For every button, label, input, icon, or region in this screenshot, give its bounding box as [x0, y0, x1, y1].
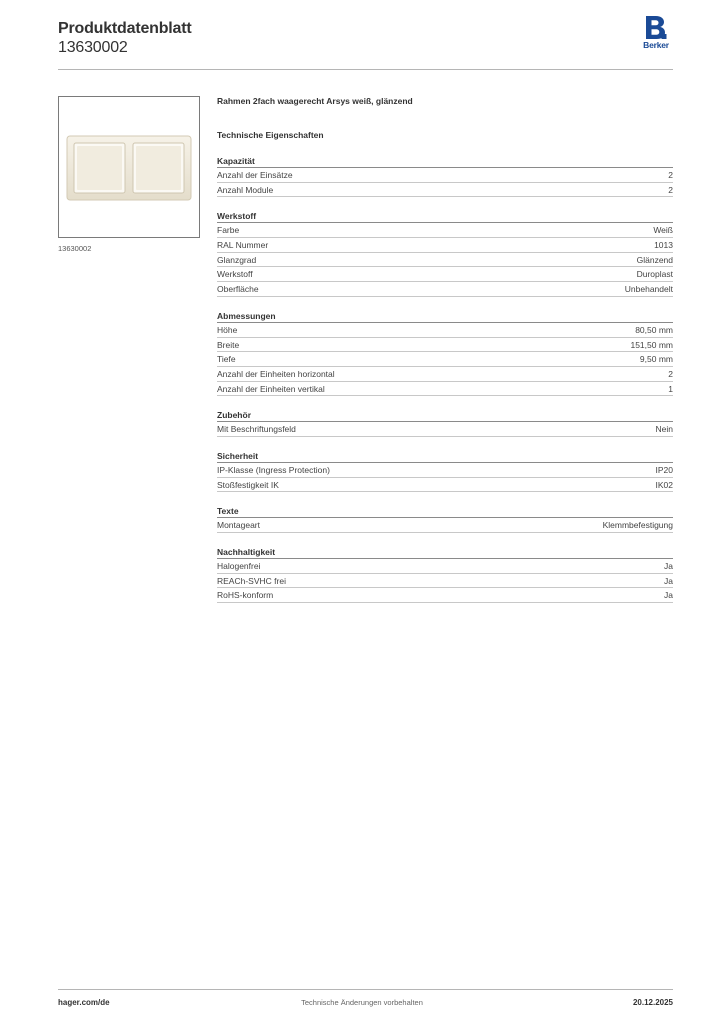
section-title: Werkstoff: [217, 210, 673, 223]
property-label: Tiefe: [217, 354, 236, 365]
property-row: [217, 518, 673, 533]
header-divider: [58, 69, 673, 70]
section-title: Texte: [217, 505, 673, 518]
property-row: [217, 574, 673, 589]
property-value: IK02: [655, 479, 673, 490]
document-title: Produktdatenblatt: [58, 20, 192, 37]
property-row: [217, 463, 673, 478]
section-dimensions: [217, 310, 673, 396]
berker-b-icon: [645, 16, 667, 40]
property-label: Farbe: [217, 225, 240, 236]
section-safety: [217, 450, 673, 492]
property-row: [217, 478, 673, 493]
property-row: [217, 422, 673, 437]
property-row: [217, 183, 673, 198]
property-row: [217, 559, 673, 574]
section-title: Abmessungen: [217, 310, 673, 323]
property-label: Höhe: [217, 324, 238, 335]
footer-notice: Technische Änderungen vorbehalten: [301, 998, 423, 1007]
property-label: Mit Beschriftungsfeld: [217, 424, 296, 435]
section-title: Kapazität: [217, 155, 673, 168]
section-material: [217, 210, 673, 296]
property-row: [217, 223, 673, 238]
property-value: 2: [668, 368, 673, 379]
property-value: 1013: [654, 240, 673, 251]
footer-divider: [58, 989, 673, 990]
property-label: IP-Klasse (Ingress Protection): [217, 464, 330, 475]
property-value: 2: [668, 170, 673, 180]
property-value: Ja: [664, 590, 673, 601]
property-row: [217, 338, 673, 353]
property-value: 1: [668, 383, 673, 394]
property-value: Klemmbefestigung: [602, 520, 673, 531]
property-row: [217, 168, 673, 183]
property-value: Duroplast: [636, 269, 673, 280]
property-label: Montageart: [217, 520, 260, 531]
property-row: [217, 282, 673, 297]
footer-website: hager.com/de: [58, 998, 110, 1007]
property-label: Anzahl Module: [217, 184, 274, 195]
product-image: [58, 96, 200, 238]
property-value: 2: [668, 184, 673, 195]
section-title: Nachhaltigkeit: [217, 546, 673, 559]
property-label: Anzahl der Einsätze: [217, 170, 293, 180]
property-row: [217, 352, 673, 367]
section-accessories: [217, 409, 673, 437]
property-label: Halogenfrei: [217, 561, 261, 571]
property-label: Stoßfestigkeit IK: [217, 479, 279, 490]
berker-logo: [639, 16, 673, 56]
property-label: Breite: [217, 339, 240, 350]
property-value: Unbehandelt: [624, 284, 673, 295]
property-value: Ja: [664, 561, 673, 571]
image-caption: 13630002: [58, 244, 92, 253]
property-value: Ja: [664, 575, 673, 586]
document-number: 13630002: [58, 39, 128, 56]
property-row: [217, 367, 673, 382]
product-frame-image: [59, 97, 199, 237]
berker-logo-text: Berker: [643, 40, 669, 50]
property-value: Nein: [655, 424, 673, 435]
property-value: 80,50 mm: [635, 324, 673, 335]
document-header: [58, 20, 673, 70]
property-label: RoHS-konform: [217, 590, 274, 601]
property-value: Glänzend: [636, 254, 673, 265]
technical-properties-title: Technische Eigenschaften: [217, 130, 324, 140]
property-label: Anzahl der Einheiten horizontal: [217, 368, 335, 379]
property-label: Werkstoff: [217, 269, 253, 280]
property-value: 151,50 mm: [630, 339, 673, 350]
product-name: Rahmen 2fach waagerecht Arsys weiß, glänzend: [217, 96, 413, 106]
property-label: Glanzgrad: [217, 254, 257, 265]
property-label: RAL Nummer: [217, 240, 269, 251]
product-details: [217, 96, 673, 603]
section-title: Sicherheit: [217, 450, 673, 463]
property-row: [217, 588, 673, 603]
property-label: Anzahl der Einheiten vertikal: [217, 383, 325, 394]
property-row: [217, 238, 673, 253]
property-value: 9,50 mm: [639, 354, 673, 365]
property-row: [217, 323, 673, 338]
section-texts: [217, 505, 673, 533]
property-row: [217, 382, 673, 397]
property-row: [217, 267, 673, 282]
property-value: Weiß: [653, 225, 673, 236]
section-sustainability: [217, 546, 673, 603]
section-capacity: [217, 155, 673, 197]
property-label: REACh-SVHC frei: [217, 575, 286, 586]
property-label: Oberfläche: [217, 284, 259, 295]
footer-date: 20.12.2025: [632, 998, 673, 1007]
property-value: IP20: [655, 464, 673, 475]
property-row: [217, 253, 673, 268]
section-title: Zubehör: [217, 409, 673, 422]
